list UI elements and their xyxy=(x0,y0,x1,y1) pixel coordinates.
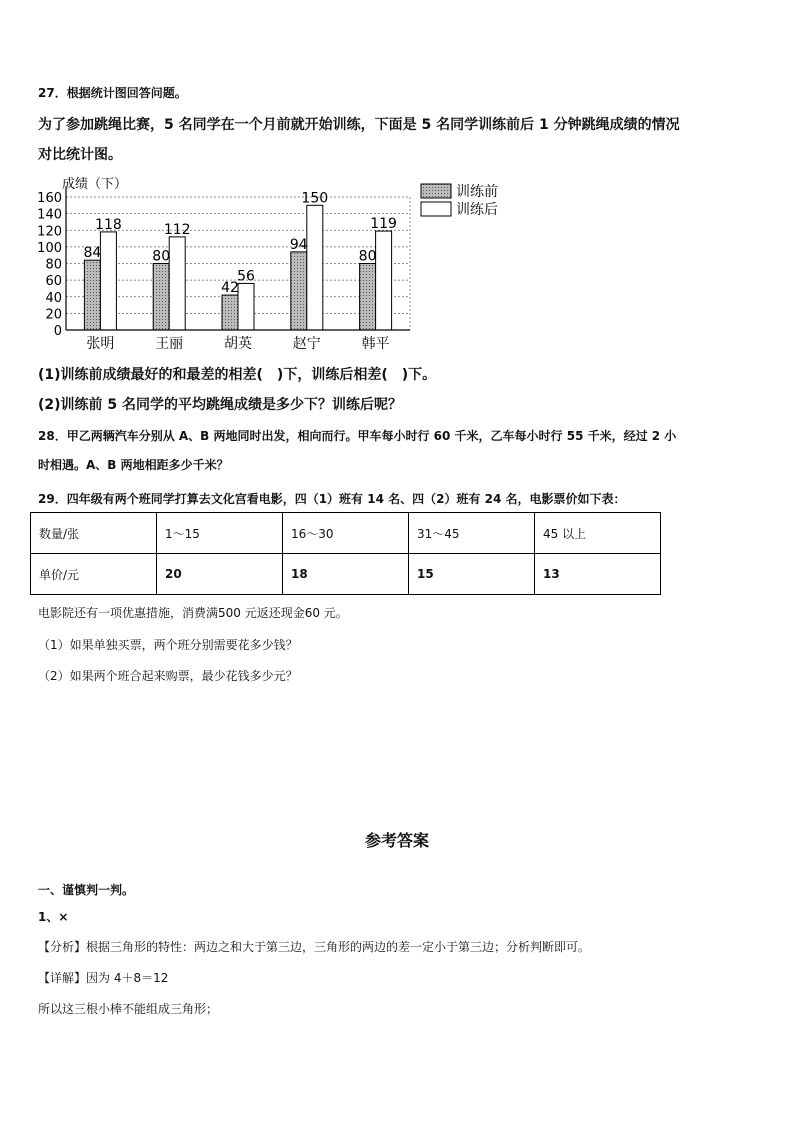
table-cell: 15 xyxy=(409,554,535,595)
x-tick-label: 张明 xyxy=(86,336,115,352)
bar xyxy=(360,264,376,331)
y-axis-label: 成绩（下） xyxy=(62,177,128,192)
answer-analysis: 【分析】根据三角形的特性：两边之和大于第三边，三角形的两边的差一定小于第三边；分析判断即可。 xyxy=(38,940,591,954)
q28-line2: 时相遇。A、B 两地相距多少千米？ xyxy=(38,458,229,472)
data-label: 94 xyxy=(289,236,308,253)
chart-legend xyxy=(421,184,498,218)
bar-chart xyxy=(36,172,516,354)
table-cell: 数量/张 xyxy=(31,513,157,554)
y-tick-label: 20 xyxy=(45,307,62,323)
y-tick-label: 0 xyxy=(53,324,62,339)
y-tick-label: 160 xyxy=(37,191,62,206)
y-tick-label: 60 xyxy=(45,274,62,290)
table-row xyxy=(31,513,661,554)
answer-detail: 【详解】因为 4＋8＝12 xyxy=(38,971,169,985)
y-tick-label: 140 xyxy=(37,207,62,223)
table-cell: 16～30 xyxy=(283,513,409,554)
x-tick-label: 韩平 xyxy=(361,336,390,352)
q29-intro: 29．四年级有两个班同学打算去文化宫看电影，四（1）班有 14 名、四（2）班有 24 名，电影票价如下表： xyxy=(38,492,626,506)
q27-intro-line2: 对比统计图。 xyxy=(38,147,122,163)
y-tick-label: 100 xyxy=(37,240,62,256)
table-cell: 31～45 xyxy=(409,513,535,554)
table-cell: 1～15 xyxy=(157,513,283,554)
bar xyxy=(153,264,169,331)
x-tick-label: 王丽 xyxy=(155,336,184,352)
q27-intro-line1: 为了参加跳绳比赛，5 名同学在一个月前就开始训练，下面是 5 名同学训练前后 1 分钟跳绳成绩的情况 xyxy=(38,117,680,133)
data-label: 150 xyxy=(301,190,329,207)
answer-conclusion: 所以这三根小棒不能组成三角形； xyxy=(38,1002,219,1016)
data-label: 119 xyxy=(370,216,397,233)
q27-title: 27．根据统计图回答问题。 xyxy=(38,86,187,100)
legend-label: 训练后 xyxy=(456,202,498,218)
q29-sub1: （1）如果单独买票，两个班分别需要花多少钱？ xyxy=(38,638,298,652)
bar xyxy=(238,283,254,330)
data-label: 118 xyxy=(95,216,122,233)
data-label: 56 xyxy=(237,268,255,285)
y-tick-label: 80 xyxy=(45,257,62,273)
bar xyxy=(376,231,392,330)
table-cell: 单价/元 xyxy=(31,554,157,595)
data-label: 80 xyxy=(358,248,377,265)
bar xyxy=(100,232,116,330)
bar xyxy=(307,205,323,330)
table-cell: 20 xyxy=(157,554,283,595)
legend-swatch xyxy=(421,202,451,216)
bar xyxy=(291,252,307,330)
data-label: 80 xyxy=(152,248,171,265)
answers-title: 参考答案 xyxy=(364,831,429,850)
table-row xyxy=(31,554,661,595)
bar xyxy=(84,260,100,330)
answers-section: 一、谨慎判一判。 xyxy=(38,883,135,897)
data-label: 112 xyxy=(163,221,191,238)
y-tick-label: 40 xyxy=(45,290,62,306)
q29-promo: 电影院还有一项优惠措施，消费满500 元返还现金60 元。 xyxy=(38,606,348,620)
q29-sub2: （2）如果两个班合起来购票，最少花钱多少元？ xyxy=(38,669,298,683)
y-tick-label: 120 xyxy=(37,224,62,240)
x-tick-label: 赵宁 xyxy=(292,336,321,352)
x-tick-label: 胡英 xyxy=(224,336,252,352)
q28-line1: 28．甲乙两辆汽车分别从 A、B 两地同时出发，相向而行。甲车每小时行 60 千米，乙车每小时行 55 千米，经过 2 小 xyxy=(38,429,677,443)
q27-sub1: (1)训练前成绩最好的和最差的相差( )下，训练后相差( )下。 xyxy=(38,367,437,383)
table-cell: 18 xyxy=(283,554,409,595)
q27-sub2: (2)训练前 5 名同学的平均跳绳成绩是多少下？训练后呢？ xyxy=(38,397,403,413)
bar xyxy=(169,237,185,330)
data-label: 84 xyxy=(83,245,102,262)
table-cell: 13 xyxy=(535,554,661,595)
price-table xyxy=(30,512,661,595)
answer-item: 1、× xyxy=(38,910,69,924)
legend-swatch xyxy=(421,184,451,198)
legend-label: 训练前 xyxy=(456,184,498,200)
table-cell: 45 以上 xyxy=(535,513,661,554)
data-label: 42 xyxy=(221,280,239,297)
bar xyxy=(222,295,238,330)
